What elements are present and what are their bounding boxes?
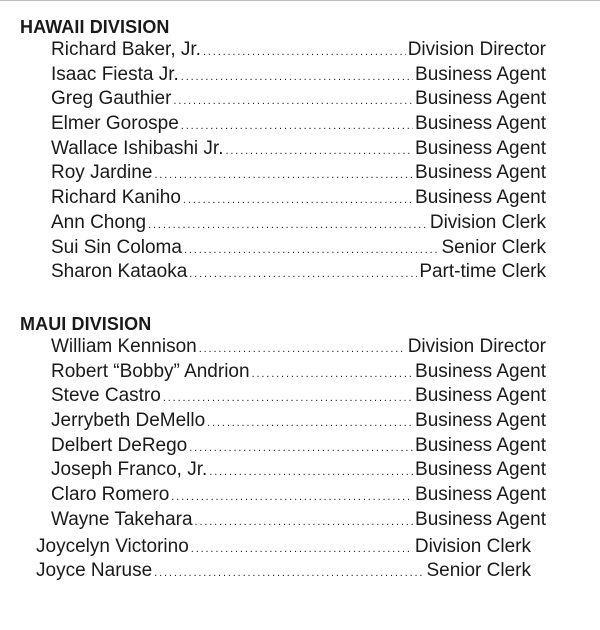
dot-leader <box>181 63 413 88</box>
roster-row <box>51 38 546 63</box>
roster-row <box>51 434 546 459</box>
dot-leader <box>189 434 413 459</box>
dot-leader <box>148 211 428 236</box>
roster-row <box>51 211 546 236</box>
roster-row <box>36 535 531 560</box>
member-name: Joycelyn Victorino <box>36 535 189 557</box>
dot-leader <box>163 384 413 409</box>
member-name: Isaac Fiesta Jr. <box>51 63 179 85</box>
dot-leader <box>173 87 413 112</box>
member-name: Elmer Gorospe <box>51 113 179 135</box>
maui-division-heading: MAUI DIVISION <box>20 314 152 334</box>
dot-leader <box>207 409 413 434</box>
dot-leader <box>191 535 413 560</box>
hawaii-division-heading: HAWAII DIVISION <box>20 17 170 37</box>
member-name: Richard Baker, Jr. <box>51 39 201 60</box>
member-title: Division Clerk <box>429 211 546 233</box>
member-title: Part-time Clerk <box>419 261 546 283</box>
member-name: Sharon Kataoka <box>51 261 188 283</box>
roster-row <box>51 161 546 186</box>
member-title: Business Agent <box>415 385 546 407</box>
roster-row <box>51 260 546 285</box>
roster-row <box>51 384 546 409</box>
dot-leader <box>154 559 424 584</box>
maui-division-roster <box>20 335 550 584</box>
dot-leader <box>199 335 406 360</box>
member-title: Business Agent <box>415 410 546 432</box>
member-title: Division Clerk <box>414 535 531 557</box>
roster-row <box>51 508 546 533</box>
roster-row <box>51 458 546 483</box>
dot-leader <box>184 236 440 261</box>
member-name: Jerrybeth DeMello <box>51 410 206 432</box>
dot-leader <box>154 161 413 186</box>
member-title: Senior Clerk <box>441 236 546 258</box>
member-name: Delbert DeRego <box>51 434 188 456</box>
roster-row <box>51 409 546 434</box>
maui-division-section <box>20 313 550 584</box>
roster-row <box>51 236 546 261</box>
dot-leader <box>203 38 406 63</box>
dot-leader <box>209 458 413 483</box>
hawaii-division-section <box>20 16 550 285</box>
roster-row <box>51 137 546 162</box>
dot-leader <box>181 112 413 137</box>
dot-leader <box>171 483 413 508</box>
member-title: Business Agent <box>415 63 546 85</box>
member-title: Business Agent <box>415 508 546 530</box>
roster-row <box>51 112 546 137</box>
member-name: Roy Jardine <box>51 162 153 184</box>
member-title: Business Agent <box>415 360 546 382</box>
member-name: Sui Sin Coloma <box>51 236 182 258</box>
top-divider <box>0 0 600 1</box>
member-title: Business Agent <box>415 162 546 184</box>
member-title: Division Director <box>407 39 546 60</box>
member-name: Wallace Ishibashi Jr. <box>51 137 224 159</box>
member-name: Richard Kaniho <box>51 187 181 209</box>
roster-row <box>36 559 531 584</box>
member-title: Business Agent <box>415 459 546 481</box>
member-name: Robert “Bobby” Andrion <box>51 360 250 382</box>
roster-row <box>51 335 546 360</box>
dot-leader <box>225 137 413 162</box>
member-title: Business Agent <box>415 137 546 159</box>
member-title: Division Director <box>407 336 546 357</box>
member-title: Senior Clerk <box>426 560 531 582</box>
member-title: Business Agent <box>415 187 546 209</box>
member-name: Greg Gauthier <box>51 88 172 110</box>
member-name: Claro Romero <box>51 484 170 506</box>
dot-leader <box>252 360 413 385</box>
member-name: Wayne Takehara <box>51 508 193 530</box>
member-title: Business Agent <box>415 434 546 456</box>
roster-row <box>51 483 546 508</box>
member-name: William Kennison <box>51 336 197 357</box>
member-title: Business Agent <box>415 484 546 506</box>
roster-row <box>51 186 546 211</box>
hawaii-division-roster <box>20 38 550 285</box>
member-title: Business Agent <box>415 113 546 135</box>
member-name: Joseph Franco, Jr. <box>51 459 208 481</box>
member-title: Business Agent <box>415 88 546 110</box>
dot-leader <box>189 260 417 285</box>
dot-leader <box>195 508 413 533</box>
roster-row <box>51 87 546 112</box>
roster-row <box>51 360 546 385</box>
dot-leader <box>183 186 413 211</box>
roster-row <box>51 63 546 88</box>
member-name: Ann Chong <box>51 211 147 233</box>
member-name: Steve Castro <box>51 385 161 407</box>
member-name: Joyce Naruse <box>36 560 153 582</box>
